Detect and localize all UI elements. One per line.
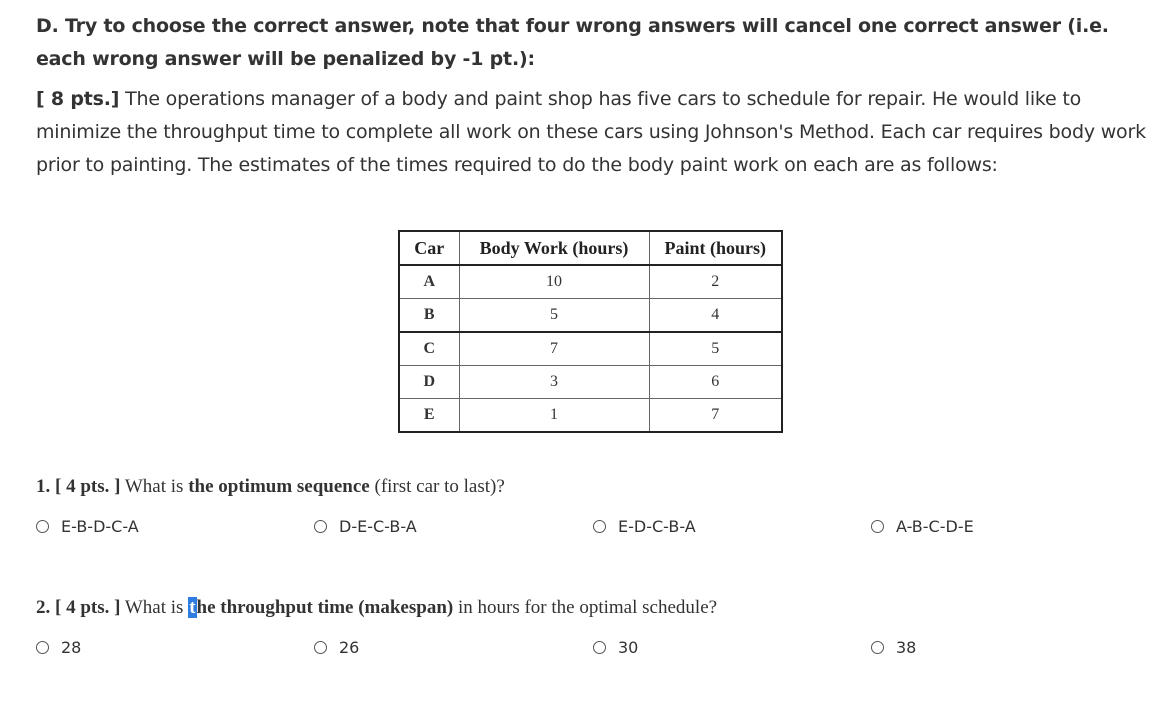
option-label: E-B-D-C-A	[61, 517, 139, 536]
option-label: 30	[618, 638, 639, 657]
option-label: 26	[339, 638, 360, 657]
q1-number: 1. [ 4 pts. ]	[36, 476, 121, 497]
q2-bold: he throughput time (makespan)	[196, 597, 454, 618]
header-car: Car	[399, 231, 459, 265]
problem-intro	[36, 83, 1149, 182]
q2-option-2[interactable]	[314, 638, 359, 657]
cell-paint: 2	[649, 265, 782, 299]
table-header-row	[399, 231, 782, 265]
cell-car: A	[399, 265, 459, 299]
radio-button[interactable]	[871, 641, 884, 654]
question-2	[36, 597, 717, 619]
radio-button[interactable]	[593, 520, 606, 533]
question-1	[36, 476, 505, 498]
text-cursor-highlight: t	[189, 597, 196, 618]
q1-bold: the optimum sequence	[188, 476, 370, 497]
q2-option-4[interactable]	[871, 638, 916, 657]
option-label: 38	[896, 638, 917, 657]
times-table	[398, 230, 783, 433]
points-label: [ 8 pts.]	[36, 88, 120, 110]
section-heading: D. Try to choose the correct answer, note that four wrong answers will cancel one correct answer (i.e. each wrong answer will be penalized by -1 pt.):	[36, 15, 1109, 70]
table-row	[399, 399, 782, 433]
table-row	[399, 332, 782, 366]
option-label: 28	[61, 638, 82, 657]
q1-option-4[interactable]	[871, 517, 974, 536]
q1-option-3[interactable]	[593, 517, 696, 536]
q2-number: 2. [ 4 pts. ]	[36, 597, 121, 618]
q2-option-3[interactable]	[593, 638, 638, 657]
cell-paint: 5	[649, 332, 782, 366]
radio-button[interactable]	[36, 520, 49, 533]
cell-car: B	[399, 299, 459, 333]
option-label: E-D-C-B-A	[618, 517, 696, 536]
q2-pre: What is	[120, 597, 189, 618]
cell-paint: 6	[649, 366, 782, 399]
table-row	[399, 299, 782, 333]
q1-post: (first car to last)?	[369, 476, 505, 497]
cell-body: 3	[459, 366, 649, 399]
cell-car: E	[399, 399, 459, 433]
option-label: A-B-C-D-E	[896, 517, 974, 536]
header-paint: Paint (hours)	[649, 231, 782, 265]
table-row	[399, 265, 782, 299]
q1-option-1[interactable]	[36, 517, 139, 536]
radio-button[interactable]	[593, 641, 606, 654]
q1-pre: What is	[120, 476, 189, 497]
option-label: D-E-C-B-A	[339, 517, 417, 536]
radio-button[interactable]	[871, 520, 884, 533]
q2-post: in hours for the optimal schedule?	[453, 597, 718, 618]
cell-body: 5	[459, 299, 649, 333]
q2-option-1[interactable]	[36, 638, 81, 657]
radio-button[interactable]	[314, 520, 327, 533]
cell-body: 10	[459, 265, 649, 299]
cell-paint: 4	[649, 299, 782, 333]
cell-car: D	[399, 366, 459, 399]
table-row	[399, 366, 782, 399]
cell-body: 1	[459, 399, 649, 433]
cell-car: C	[399, 332, 459, 366]
problem-text: The operations manager of a body and paint shop has five cars to schedule for repair. He would like to minimize the throughput time to complete all work on these cars using Johnson's Method. Each car requires body work prior to painting. The estimates of the times required to do the body paint work on each are as follows:	[36, 88, 1146, 176]
radio-button[interactable]	[36, 641, 49, 654]
cell-paint: 7	[649, 399, 782, 433]
cell-body: 7	[459, 332, 649, 366]
q1-option-2[interactable]	[314, 517, 417, 536]
header-body: Body Work (hours)	[459, 231, 649, 265]
radio-button[interactable]	[314, 641, 327, 654]
